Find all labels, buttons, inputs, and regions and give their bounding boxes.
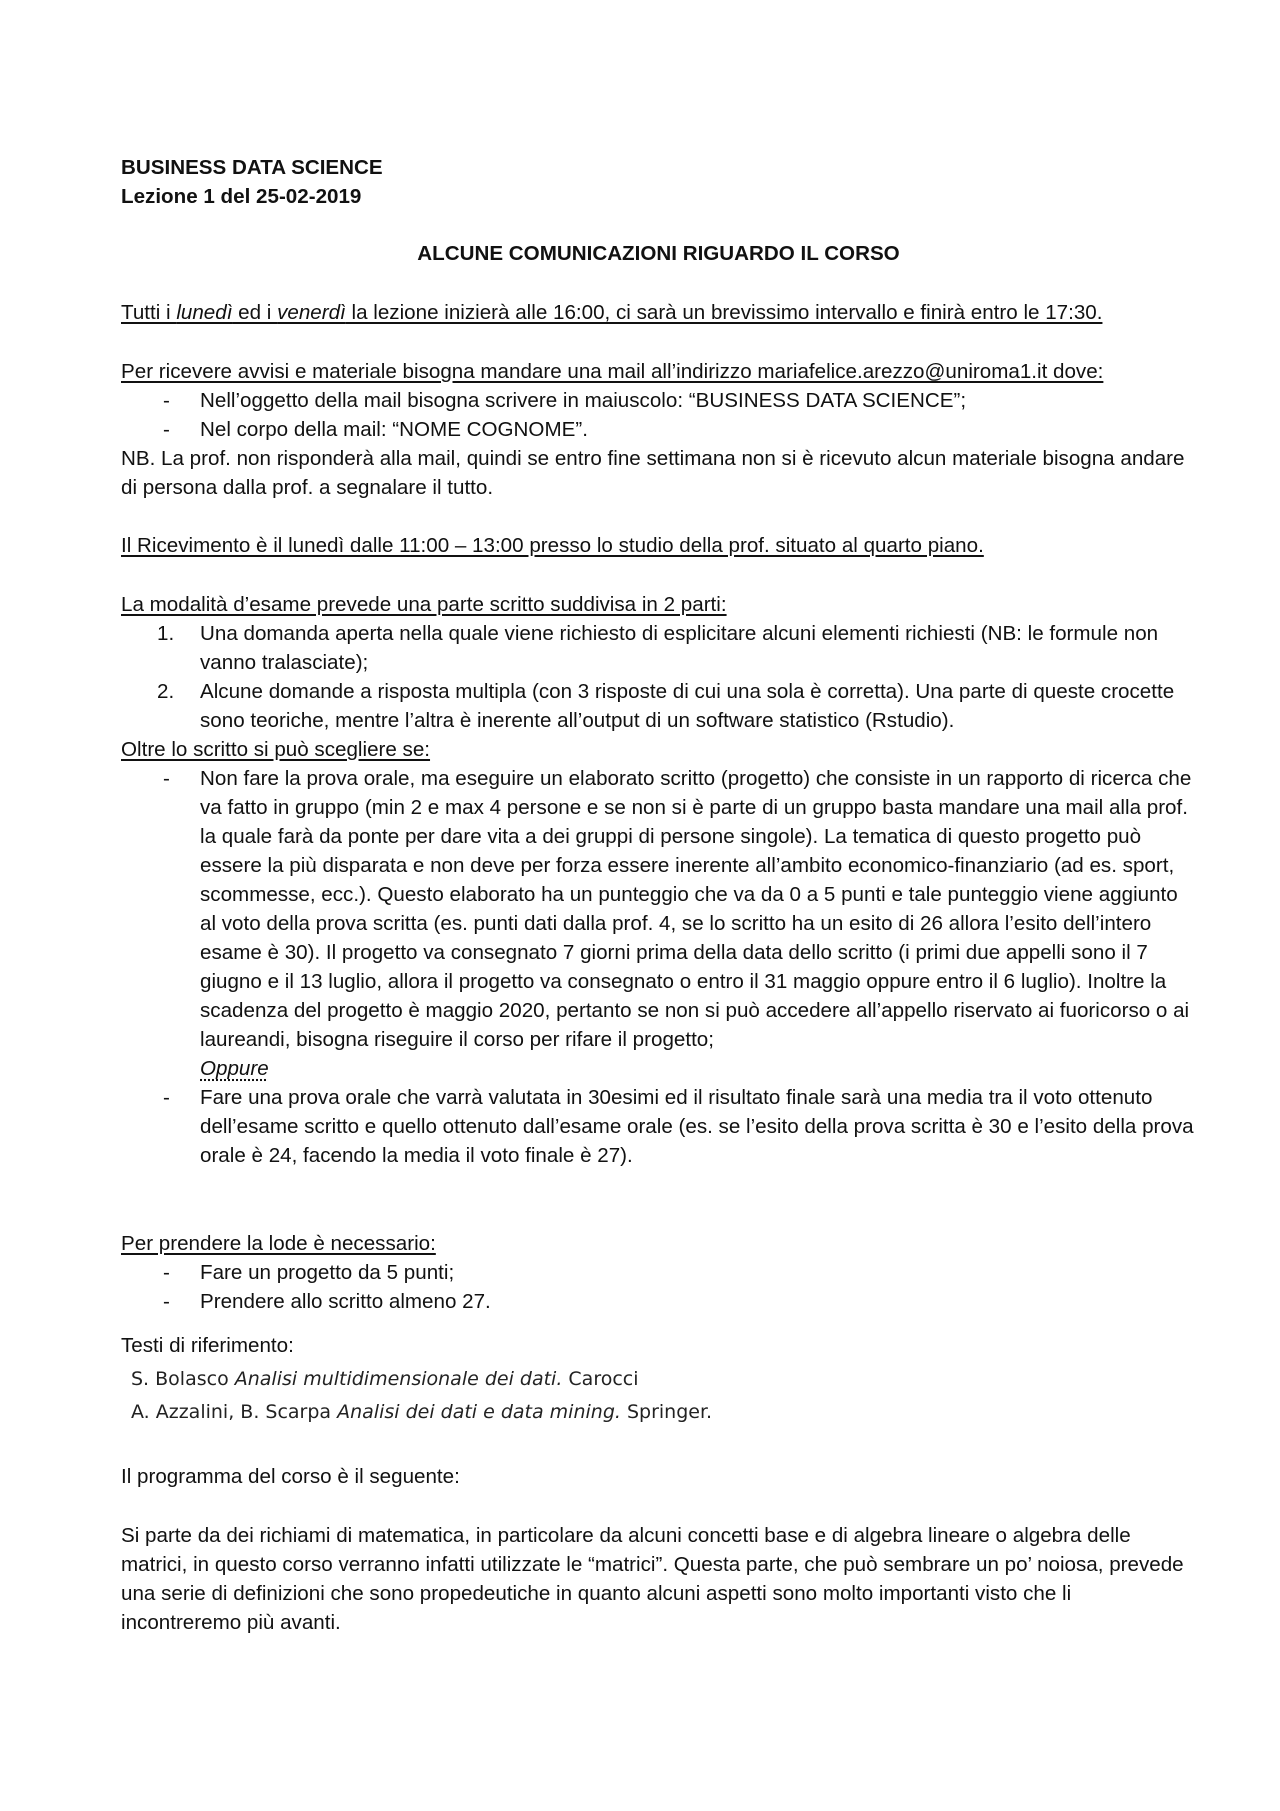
schedule-part1: Tutti i	[121, 301, 177, 324]
reference-item	[121, 1398, 1196, 1427]
list-item	[121, 677, 1196, 735]
section-heading	[121, 239, 1196, 268]
list-item: - Fare un progetto da 5 punti;	[121, 1258, 1196, 1287]
schedule-part2: ed i	[232, 301, 278, 324]
list-item: - Fare una prova orale che varrà valutata in 30esimi ed il risultato finale sarà una media tra il voto ottenuto dell’esame scritto e quello ottenuto dall’esame orale (es. se l’esito della prova scritta è 30 e l’esito della prova orale è 24, facendo la media il voto finale è 27).	[121, 1083, 1196, 1170]
program-text-block	[121, 1521, 1196, 1637]
schedule-paragraph	[121, 298, 1196, 327]
program-text: Si parte da dei richiami di matematica, in particolare da alcuni concetti base e di algebra lineare o algebra delle matrici, in questo corso verranno infatti utilizzate le “matrici”. Questa parte, che può sembrare un po’ noiosa, prevede una serie di definizioni che sono propedeutiche in quanto alcuni aspetti sono molto importanti visto che li incontreremo più avanti.	[121, 1524, 1184, 1634]
reference-publisher: Carocci	[562, 1368, 639, 1390]
course-title: BUSINESS DATA SCIENCE	[121, 156, 383, 179]
document-header	[121, 153, 1196, 211]
mail-section	[121, 357, 1196, 502]
schedule-part3: la lezione inizierà alle 16:00, ci sarà un brevissimo intervallo e finirà entro le 17:30.	[345, 301, 1103, 324]
section-title: ALCUNE COMUNICAZIONI RIGUARDO IL CORSO	[417, 242, 900, 265]
list-item: - Prendere allo scritto almeno 27.	[121, 1287, 1196, 1316]
list-number: 1.	[157, 622, 175, 645]
mail-intro: Per ricevere avvisi e materiale bisogna mandare una mail all’indirizzo mariafelice.arezzo@uniroma1.it dove:	[121, 360, 1104, 383]
options-intro: Oltre lo scritto si può scegliere se:	[121, 738, 431, 761]
list-item: - Non fare la prova orale, ma eseguire un elaborato scritto (progetto) che consiste in un rapporto di ricerca che va fatto in gruppo (min 2 e max 4 persone e se non si è parte di un gruppo basta mandare una mail alla prof. la quale farà da ponte per dare vita a dei gruppi di persone singole). La tematica di questo progetto può essere la più disparata e non deve per forza essere inerente all’ambito economico-finanziario (ad es. sport, scommesse, ecc.). Questo elaborato ha un punteggio che va da 0 a 5 punti e tale punteggio viene aggiunto al voto della prova scritta (es. punti dati dalla prof. 4, se lo scritto ha un esito di 26 allora l’esito dell’intero esame è 30). Il progetto va consegnato 7 giorni prima della data dello scritto (i primi due appelli sono il 7 giugno e il 13 luglio, allora il progetto va consegnato o entro il 31 maggio oppure entro il 6 luglio). Inoltre la scadenza del progetto è maggio 2020, pertanto se non si può accedere all’appello riservato ai fuoricorso o ai laureandi, bisogna riseguire il corso per rifare il progetto;	[121, 764, 1196, 1054]
exam-intro: La modalità d’esame prevede una parte scritto suddivisa in 2 parti:	[121, 593, 727, 616]
exam-section	[121, 590, 1196, 1170]
schedule-text	[121, 298, 1196, 327]
schedule-venerdi: venerdì	[277, 301, 346, 324]
mail-note: NB. La prof. non risponderà alla mail, quindi se entro fine settimana non si è ricevuto alcun materiale bisogna andare di persona dalla prof. a segnalare il tutto.	[121, 447, 1185, 499]
schedule-lunedi: lunedì	[176, 301, 233, 324]
list-item-text: Una domanda aperta nella quale viene richiesto di esplicitare alcuni elementi richiesti (NB: le formule non vanno tralasciate);	[200, 622, 1159, 674]
ricevimento-text: Il Ricevimento è il lunedì dalle 11:00 – 13:00 presso lo studio della prof. situato al quarto piano.	[121, 534, 984, 557]
list-number: 2.	[157, 680, 175, 703]
reference-authors: S. Bolasco	[131, 1368, 235, 1390]
lesson-date: Lezione 1 del 25-02-2019	[121, 185, 362, 208]
reference-item	[121, 1365, 1196, 1394]
ricevimento-paragraph	[121, 531, 1196, 560]
list-item: - Nel corpo della mail: “NOME COGNOME”.	[121, 415, 1196, 444]
list-item	[121, 619, 1196, 677]
program-section	[121, 1462, 1196, 1491]
list-item-text: Alcune domande a risposta multipla (con 3 risposte di cui una sola è corretta). Una parte di queste crocette sono teoriche, mentre l’altra è inerente all’output di un software statistico (Rstudio).	[200, 680, 1175, 732]
lode-intro: Per prendere la lode è necessario:	[121, 1232, 436, 1255]
reference-title: Analisi dei dati e data mining.	[337, 1401, 621, 1423]
reference-authors: A. Azzalini, B. Scarpa	[131, 1401, 338, 1423]
lode-section	[121, 1229, 1196, 1316]
references-section	[121, 1331, 1196, 1427]
oppure-text: Oppure	[200, 1057, 269, 1080]
program-intro: Il programma del corso è il seguente:	[121, 1465, 460, 1488]
oppure-line	[121, 1054, 1196, 1083]
list-item: - Nell’oggetto della mail bisogna scrivere in maiuscolo: “BUSINESS DATA SCIENCE”;	[121, 386, 1196, 415]
references-intro: Testi di riferimento:	[121, 1334, 294, 1357]
reference-publisher: Springer.	[620, 1401, 713, 1423]
reference-title: Analisi multidimensionale dei dati.	[234, 1368, 563, 1390]
